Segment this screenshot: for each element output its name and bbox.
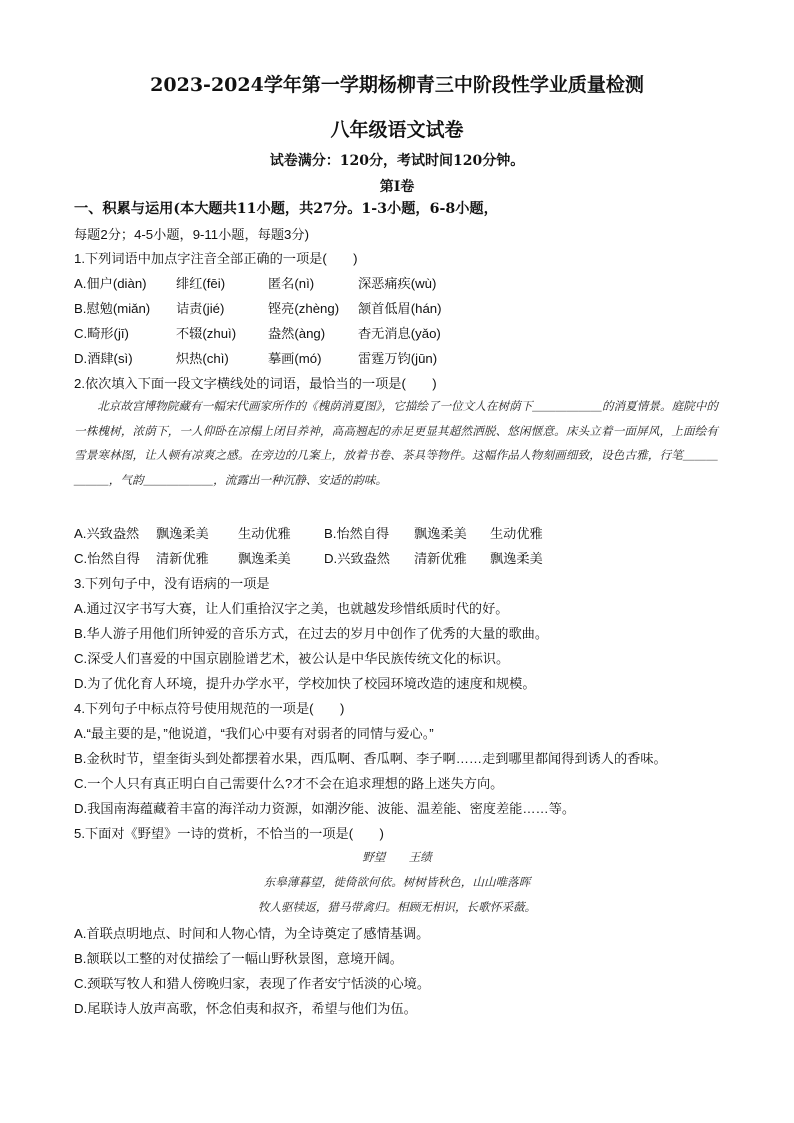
q2-a-3: 生动优雅 [238,526,291,541]
q4-option-a: A.“最主要的是，”他说道，“我们心中要有对弱者的同情与爱心。” [74,726,434,741]
q1-b-1: B.慰勉(miǎn) [74,301,151,316]
q1-c-4: 杳无消息(yǎo) [358,326,441,341]
q5-option-a: A.首联点明地点、时间和人物心情，为全诗奠定了感情基调。 [74,926,430,941]
q2-stem: 2.依次填入下面一段文字横线处的词语，最恰当的一项是( ) [74,376,437,391]
q1-option-a [74,273,436,292]
q1-d-2: 炽热(chì) [176,351,229,366]
q4-option-c: C.一个人只有真正明白自己需要什么?才不会在追求理想的路上迷失方向。 [74,776,504,791]
poem-line-1: 东皋薄暮望，徙倚欲何依。树树皆秋色，山山唯落晖 [263,875,531,889]
q2-a-1: A.兴致盎然 [74,526,140,541]
q1-d-1: D.酒肆(sì) [74,351,133,366]
q1-c-1: C.畸形(jī) [74,326,129,341]
section-heading: 一、积累与运用(本大题共11小题，共27分。1-3小题，6-8小题， [74,201,498,217]
q2-b-1: B.怡然自得 [324,526,390,541]
q1-c-3: 盎然(àng) [268,326,326,341]
q2-d-3: 飘逸柔美 [490,551,543,566]
q2-passage: 北京故宫博物院藏有一幅宋代画家所作的《槐荫消夏图》，它描绘了一位文人在树荫下＿＿＿＿＿＿的消夏情景。庭院中的一株槐树，浓荫下，一人仰卧在凉榻上闭目养神，高高翘起的赤足更显其超然洒脱、悠闲惬意。床头立着一面屏风，上面绘有雪景寒林图，让人顿有凉爽之感。在旁边的几案上，放着书卷、茶具等物件。这幅作品人物刻画细致，设色古雅，行笔＿＿＿＿＿＿，气韵＿＿＿＿＿＿，流露出一种沉静、安适的韵味。 [74,399,718,487]
q3-option-b: B.华人游子用他们所钟爱的音乐方式，在过去的岁月中创作了优秀的大量的歌曲。 [74,626,549,641]
q5-option-c: C.颈联写牧人和猎人傍晚归家，表现了作者安宁恬淡的心境。 [74,976,431,991]
q3-option-d: D.为了优化育人环境，提升办学水平，学校加快了校园环境改造的速度和规模。 [74,676,536,691]
section-heading-cont: 每题2分；4-5小题，9-11小题，每题3分) [74,227,309,242]
q1-b-3: 铿亮(zhèng) [268,301,340,316]
q4-option-d: D.我国南海蕴藏着丰富的海洋动力资源，如潮汐能、波能、温差能、密度差能……等。 [74,801,576,816]
q2-b-2: 飘逸柔美 [414,526,467,541]
q1-b-4: 颔首低眉(hán) [358,301,442,316]
q1-a-4: 深恶痛疾(wù) [358,276,437,291]
volume-label: 第I卷 [379,179,415,195]
q2-b-3: 生动优雅 [490,526,543,541]
exam-title: 2023-2024学年第一学期杨柳青三中阶段性学业质量检测 [150,74,644,96]
q5-option-b: B.颔联以工整的对仗描绘了一幅山野秋景图，意境开阔。 [74,951,403,966]
poem-title: 野望 王绩 [362,850,432,864]
q1-a-1: A.佃户(diàn) [74,276,147,291]
q5-stem: 5.下面对《野望》一诗的赏析，不恰当的一项是( ) [74,826,384,841]
q5-option-d: D.尾联诗人放声高歌，怀念伯夷和叔齐，希望与他们为伍。 [74,1001,417,1016]
q1-d-3: 摹画(mó) [268,351,322,366]
q1-option-d [74,348,437,367]
q3-stem: 3.下列句子中，没有语病的一项是 [74,576,270,591]
q4-stem: 4.下列句子中标点符号使用规范的一项是( ) [74,701,345,716]
q2-a-2: 飘逸柔美 [156,526,209,541]
q1-a-3: 匿名(nì) [268,276,315,291]
q2-options-row2 [74,548,543,567]
q1-d-4: 雷霆万钧(jūn) [358,351,438,366]
q1-c-2: 不辍(zhuì) [176,326,237,341]
q2-d-1: D.兴致盎然 [324,551,390,566]
q2-c-1: C.怡然自得 [74,551,140,566]
q2-c-3: 飘逸柔美 [238,551,291,566]
q1-stem: 1.下列词语中加点字注音全部正确的一项是( ) [74,251,358,266]
q3-option-c: C.深受人们喜爱的中国京剧脸谱艺术，被公认是中华民族传统文化的标识。 [74,651,510,666]
q1-option-c [74,323,441,342]
exam-info: 试卷满分：120分，考试时间120分钟。 [269,153,525,169]
exam-subtitle: 八年级语文试卷 [330,119,464,141]
q2-c-2: 清新优雅 [156,551,209,566]
q2-d-2: 清新优雅 [414,551,467,566]
q2-options-row1 [74,523,543,542]
poem-line-2: 牧人驱犊返，猎马带禽归。相顾无相识，长歌怀采薇。 [257,900,537,914]
q3-option-a: A.通过汉字书写大赛，让人们重拾汉字之美，也就越发珍惜纸质时代的好。 [74,601,509,616]
q1-b-2: 诘责(jié) [176,301,225,316]
q1-a-2: 绯红(fēi) [176,276,226,291]
q4-option-b: B.金秋时节，望奎街头到处都摆着水果，西瓜啊、香瓜啊、李子啊……走到哪里都闻得到诱人的香味。 [74,751,667,766]
q1-option-b [74,298,442,317]
